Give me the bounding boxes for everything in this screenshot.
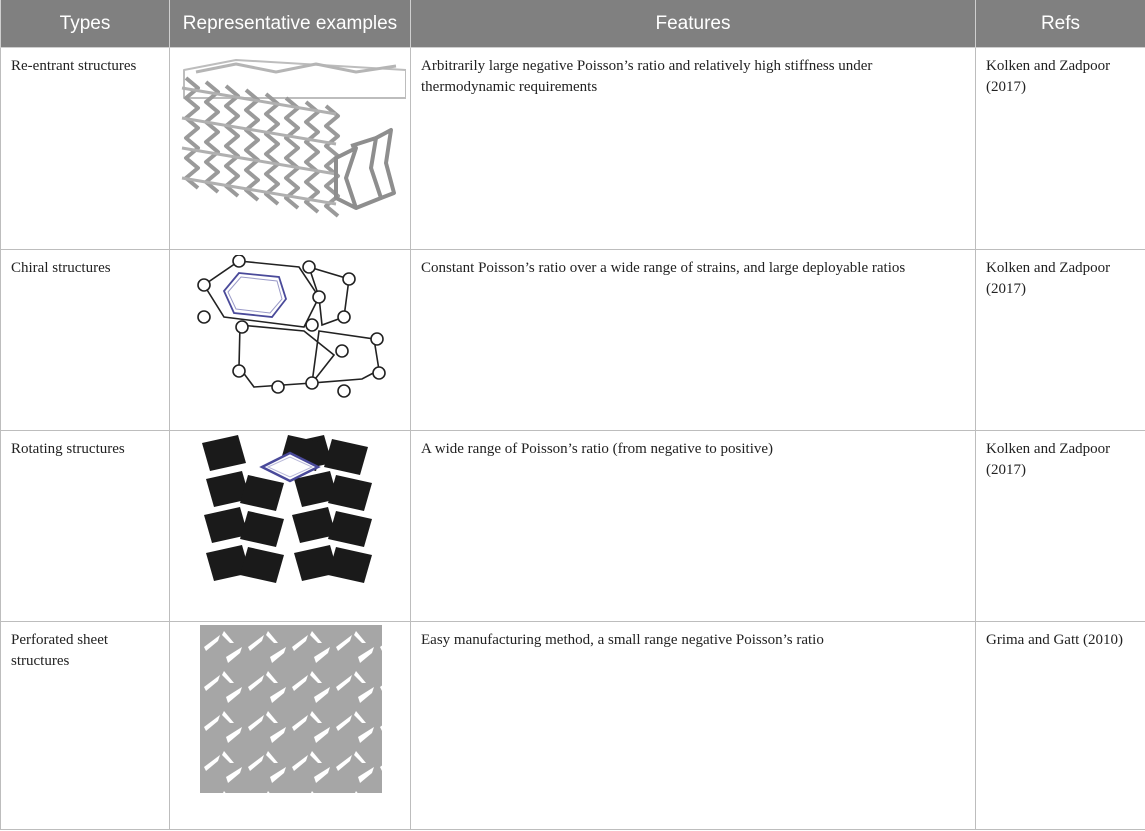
example-cell [170,622,411,830]
table-row [1,48,1145,250]
example-cell [170,48,411,250]
header-examples: Representative examples [170,0,411,48]
header-row [1,0,1145,48]
refs-cell: Grima and Gatt (2010) [976,622,1145,830]
rotating-squares-diagram [202,435,382,590]
chiral-hexagon-diagram [194,255,394,400]
refs-cell: Kolken and Zadpoor (2017) [976,250,1145,431]
type-cell: Chiral structures [1,250,170,431]
table-row [1,431,1145,622]
refs-cell: Kolken and Zadpoor (2017) [976,48,1145,250]
type-cell: Perforated sheet structures [1,622,170,830]
example-cell [170,431,411,622]
table-row [1,250,1145,431]
features-cell: Arbitrarily large negative Poisson’s ratio and relatively high stiffness under thermodynamic requirements [411,48,976,250]
header-refs: Refs [976,0,1145,48]
features-cell: Easy manufacturing method, a small range negative Poisson’s ratio [411,622,976,830]
type-cell: Rotating structures [1,431,170,622]
table-row [1,622,1145,830]
re-entrant-lattice-image [176,58,406,228]
example-cell [170,250,411,431]
refs-cell: Kolken and Zadpoor (2017) [976,431,1145,622]
header-types: Types [1,0,170,48]
features-cell: A wide range of Poisson’s ratio (from negative to positive) [411,431,976,622]
type-cell: Re-entrant structures [1,48,170,250]
perforated-sheet-image [200,625,382,793]
features-cell: Constant Poisson’s ratio over a wide range of strains, and large deployable ratios [411,250,976,431]
header-features: Features [411,0,976,48]
